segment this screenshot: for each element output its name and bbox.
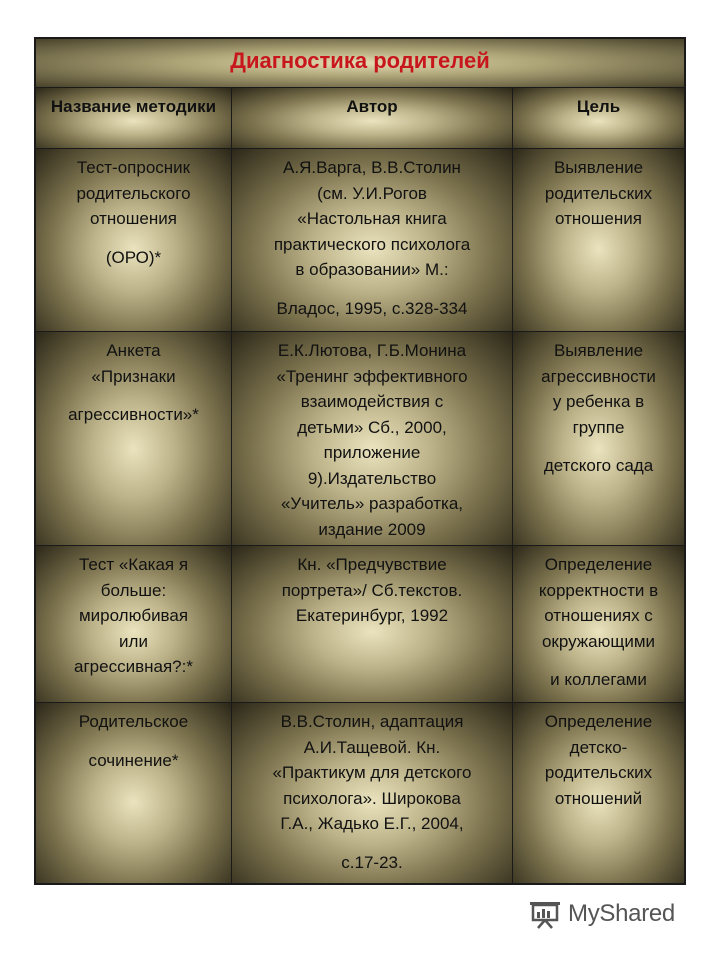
cell-line: А.И.Тащевой. Кн. — [303, 737, 441, 757]
row-2-author — [232, 332, 513, 546]
row-1-author — [232, 149, 513, 332]
cell-line: 9).Издательство — [307, 468, 437, 488]
cell-line: и коллегами — [550, 670, 647, 689]
myshared-logo — [528, 898, 675, 930]
header-author: Автор — [232, 88, 513, 149]
cell-line: А.Я.Варга, В.В.Столин — [283, 158, 461, 177]
cell-line: портрета»/ Сб.текстов. — [281, 580, 463, 600]
cell-line: миролюбивая — [78, 606, 189, 625]
cell-line: Тест «Какая я — [78, 555, 189, 574]
cell-line: «Признаки — [91, 366, 176, 386]
row-4-goal — [513, 703, 684, 883]
cell-line: издание 2009 — [318, 519, 426, 539]
row-4-author — [232, 703, 513, 883]
row-3-author — [232, 546, 513, 703]
cell-line: Кн. «Предчувствие — [297, 555, 447, 574]
row-1-method-name — [36, 149, 232, 332]
cell-line: взаимодействия с — [300, 392, 444, 411]
row-3-method-name — [36, 546, 232, 703]
table-title: Диагностика родителей — [36, 39, 684, 88]
cell-line: Определение — [544, 555, 653, 574]
diagnostics-table — [34, 37, 686, 885]
cell-line: окружающими — [541, 631, 656, 651]
cell-line: Г.А., Жадько Е.Г., 2004, — [280, 814, 464, 833]
row-1-goal — [513, 149, 684, 332]
cell-line: в образовании» М.: — [295, 260, 449, 279]
header-goal: Цель — [513, 88, 684, 149]
cell-line: детско- — [569, 737, 628, 757]
cell-line: В.В.Столин, адаптация — [280, 712, 464, 731]
cell-line: родительского — [76, 183, 191, 203]
cell-line: Тест-опросник — [76, 158, 191, 177]
row-3-goal — [513, 546, 684, 703]
cell-line: детского сада — [543, 456, 654, 475]
cell-line: Екатеринбург, 1992 — [295, 606, 449, 625]
cell-line: отношения — [555, 209, 642, 228]
cell-line: сочинение* — [88, 750, 179, 770]
cell-line: отношениях с — [544, 606, 653, 625]
cell-line: Выявление — [553, 341, 644, 360]
cell-line: приложение — [323, 443, 421, 462]
header-method-name: Название методики — [36, 88, 232, 149]
cell-line: (см. У.И.Рогов — [317, 183, 427, 203]
cell-line: или — [119, 631, 148, 651]
cell-line: Е.К.Лютова, Г.Б.Монина — [277, 341, 467, 360]
cell-line: агрессивности — [541, 366, 656, 386]
cell-line: корректности в — [538, 580, 659, 600]
cell-line: у ребенка в — [552, 392, 645, 411]
cell-line: больше: — [100, 580, 167, 600]
cell-line: с.17-23. — [341, 852, 403, 872]
cell-line: детьми» Сб., 2000, — [297, 417, 447, 437]
cell-line: Выявление — [553, 158, 644, 177]
cell-line: отношения — [90, 209, 177, 228]
cell-line: родительских — [544, 183, 653, 203]
cell-line: (ОРО)* — [105, 247, 162, 267]
cell-line: практического психолога — [273, 234, 471, 254]
cell-line: «Учитель» разработка, — [280, 494, 464, 513]
cell-line: Определение — [544, 712, 653, 731]
cell-line: отношений — [554, 788, 643, 808]
cell-line: «Настольная книга — [297, 209, 447, 228]
cell-line: родительских — [544, 763, 653, 782]
cell-line: «Практикум для детского — [272, 763, 472, 782]
row-4-method-name — [36, 703, 232, 883]
row-2-goal — [513, 332, 684, 546]
cell-line: Анкета — [106, 341, 161, 360]
cell-line: агрессивности»* — [68, 405, 199, 424]
row-2-method-name — [36, 332, 232, 546]
cell-line: «Тренинг эффективного — [276, 366, 468, 386]
cell-line: группе — [572, 417, 625, 437]
cell-line: психолога». Широкова — [283, 788, 461, 808]
cell-line: Владос, 1995, с.328-334 — [276, 298, 468, 318]
logo-text: MyShared — [568, 900, 675, 927]
presentation-board-icon — [528, 899, 562, 929]
cell-line: агрессивная?:* — [74, 657, 193, 676]
cell-line: Родительское — [78, 712, 189, 731]
